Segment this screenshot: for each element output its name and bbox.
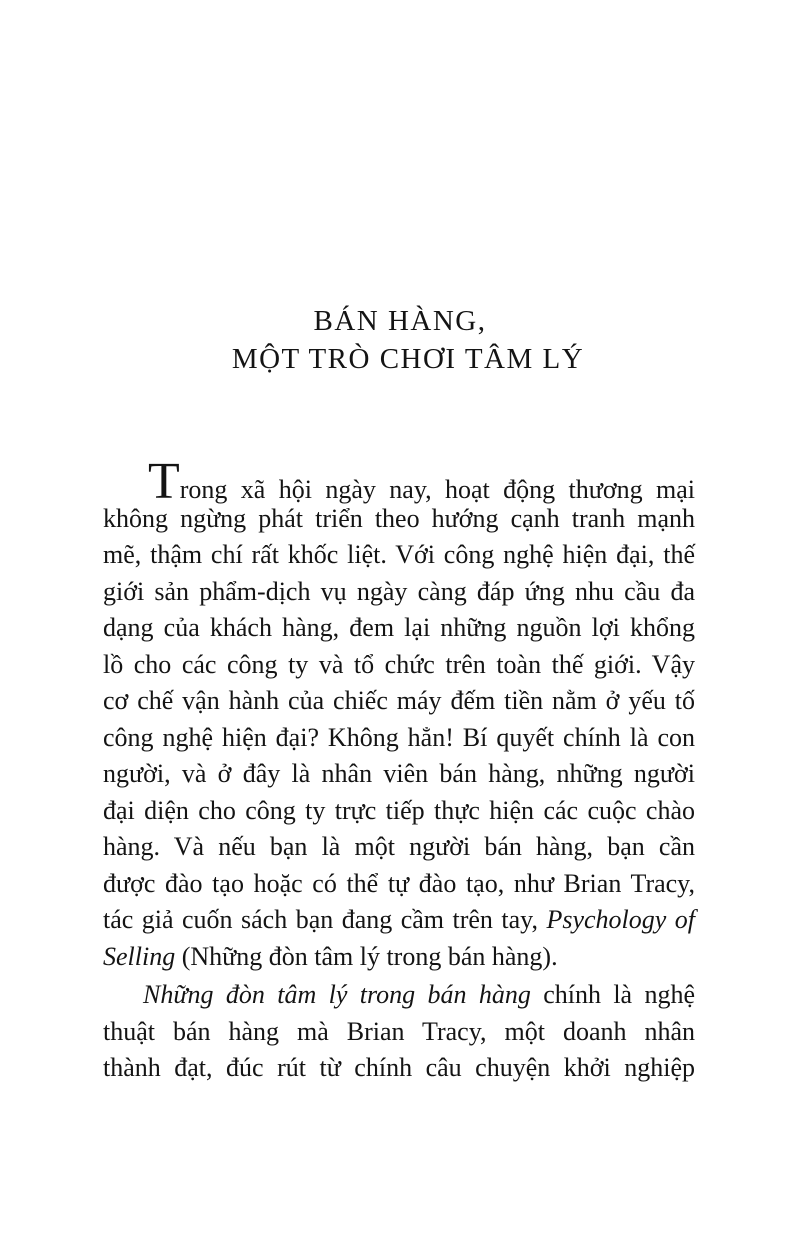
text-line: giới sản phẩm-dịch vụ ngày càng đáp ứng nhu cầu đa — [103, 576, 695, 606]
text-line: được đào tạo hoặc có thể tự đào tạo, như Brian Tracy, — [103, 868, 695, 898]
drop-cap: T — [148, 453, 180, 510]
text-line: cơ chế vận hành của chiếc máy đếm tiền nằm ở yếu tố — [103, 686, 695, 715]
text-line: dạng của khách hàng, đem lại những nguồn lợi khổng — [103, 613, 695, 642]
text-line: thuật bán hàng mà Brian Tracy, một doanh nhân — [103, 1016, 695, 1046]
body-text — [103, 453, 695, 1087]
text-line: tác giả cuốn sách bạn đang cầm trên tay, Psychology of — [103, 905, 695, 934]
text-line: người, và ở đây là nhân viên bán hàng, những người — [103, 759, 695, 788]
paragraph-2 — [103, 977, 695, 1087]
text-line: đại diện cho công ty trực tiếp thực hiện các cuộc chào — [103, 795, 695, 825]
text-line: Trong xã hội ngày nay, hoạt động thương mại — [103, 464, 695, 501]
text-line: thành đạt, đúc rút từ chính câu chuyện khởi nghiệp — [103, 1053, 695, 1082]
text-line: không ngừng phát triển theo hướng cạnh tranh mạnh — [103, 503, 695, 533]
paragraph-1 — [103, 453, 695, 975]
chapter-title-line-2: MỘT TRÒ CHƠI TÂM LÝ — [231, 343, 585, 375]
text-line: Những đòn tâm lý trong bán hàng chính là nghệ — [143, 980, 695, 1009]
chapter-title-line-1: BÁN HÀNG, — [313, 305, 487, 337]
text-line: Selling (Những đòn tâm lý trong bán hàng). — [103, 941, 558, 971]
book-title-italic: Những đòn tâm lý trong bán hàng — [143, 980, 531, 1009]
text-line: lồ cho các công ty và tổ chức trên toàn thế giới. Vậy — [103, 649, 695, 679]
book-title-italic: Psychology of — [546, 905, 695, 934]
book-title-italic: Selling — [103, 941, 176, 971]
text-line: công nghệ hiện đại? Không hẳn! Bí quyết chính là con — [103, 722, 695, 752]
text-line: mẽ, thậm chí rất khốc liệt. Với công nghệ hiện đại, thế — [103, 540, 695, 569]
text-line: hàng. Và nếu bạn là một người bán hàng, bạn cần — [103, 832, 695, 861]
